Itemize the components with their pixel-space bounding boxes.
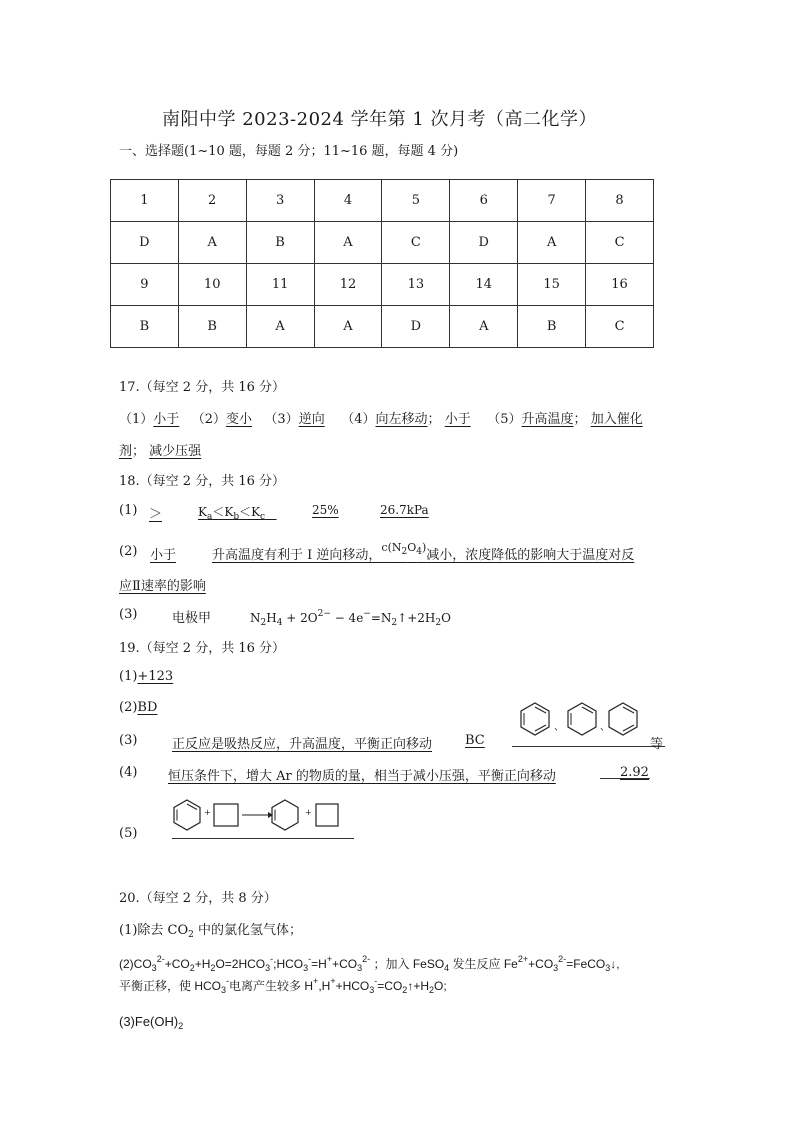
table-cell: 4	[314, 180, 382, 222]
q17-answer-5d: 减少压强	[149, 444, 202, 459]
q18-answer-8: $N_2H_4 + 2O^{2-}$ − $4e^-=N_2↑+2H_2O$	[250, 609, 451, 628]
table-row	[111, 306, 654, 348]
table-row	[111, 222, 654, 264]
q18-p3: (3)	[119, 607, 138, 622]
q18-answer-3: 25%	[312, 503, 339, 517]
q18-answer-5: 小于	[150, 548, 177, 563]
table-cell: 5	[382, 180, 450, 222]
table-cell: C	[382, 222, 450, 264]
q20-line4: $(3)Fe(OH)_2$	[119, 1014, 184, 1031]
table-cell: 16	[586, 264, 654, 306]
table-cell: A	[518, 222, 586, 264]
q20-heading: 20.（每空 2 分，共 8 分）	[119, 891, 277, 906]
table-cell: A	[314, 222, 382, 264]
table-cell: C	[586, 222, 654, 264]
table-cell: B	[246, 222, 314, 264]
q19-heading: 19.（每空 2 分，共 16 分）	[119, 641, 286, 656]
table-cell: D	[111, 222, 179, 264]
table-cell: C	[586, 306, 654, 348]
table-cell: D	[450, 222, 518, 264]
table-cell: 14	[450, 264, 518, 306]
q18-answer-6: 升高温度有利于 I 逆向移动，$^{c(N_2O_4)}$减小，浓度降低的影响大于温度对反	[212, 541, 635, 563]
table-cell: 13	[382, 264, 450, 306]
q18-answer-4: 26.7kPa	[380, 503, 429, 517]
table-cell: A	[450, 306, 518, 348]
q19-answer-3b: BC	[465, 733, 485, 748]
q19-answer-2: BD	[137, 700, 158, 715]
reaction-scheme	[172, 798, 352, 832]
q18-answer-7: 电极甲	[172, 611, 212, 626]
table-cell: 11	[246, 264, 314, 306]
q18-answer-1: ＞	[149, 507, 163, 522]
table-cell: A	[246, 306, 314, 348]
table-cell: 2	[178, 180, 246, 222]
q19-p4: (4)	[119, 765, 138, 780]
table-cell: 1	[111, 180, 179, 222]
q17-answer-3: 逆向	[298, 412, 325, 427]
q18-answer-2: $K_a<K_b<K_c$	[198, 505, 266, 522]
q20-line1: (1)除去 $CO_2$ 中的氯化氢气体；	[119, 923, 303, 940]
q20-line3: 平衡正移，使 $HCO_3^-$电离产生较多 $H^+,H^++HCO_3^-=CO_2↑+H_2O$;	[119, 976, 447, 995]
q19-answer-1: +123	[137, 669, 174, 684]
cyclohexadiene-structure	[565, 701, 599, 737]
table-cell: D	[382, 306, 450, 348]
q19-answer-3: 正反应是吸热反应，升高温度，平衡正向移动	[172, 737, 433, 752]
q17-answer-4: 向左移动	[375, 412, 428, 427]
q17-answer-5: 升高温度	[521, 412, 574, 427]
table-cell: 7	[518, 180, 586, 222]
table-row	[111, 180, 654, 222]
q19-line2: (2)BD	[119, 700, 158, 715]
table-cell: A	[178, 222, 246, 264]
plus-sign: +	[204, 808, 211, 817]
page-title: 南阳中学 2023-2024 学年第 1 次月考（高二化学）	[162, 109, 598, 130]
answer-table	[110, 179, 654, 348]
benzene-structure	[518, 701, 552, 737]
q19-p5: (5)	[119, 826, 138, 841]
q17-answer-5b: 加入催化	[590, 412, 643, 427]
q19-answer-5-line	[172, 838, 354, 839]
table-cell: B	[111, 306, 179, 348]
q17-answer-4b: 小于	[444, 412, 471, 427]
section-heading: 一、选择题(1~10 题，每题 2 分；11~16 题，每题 4 分)	[119, 144, 459, 159]
q17-line1: （1）小于 （2）变小 （3）逆向 （4）向左移动； 小于 （5）升高温度； 加入催化	[119, 412, 643, 427]
q19-answer-3c-etc: 等	[650, 737, 664, 752]
q20-line2: $(2)CO_3^{2-}+CO_2+H_2O=2HCO_3^-;HCO_3^-=H^++CO_3^{2-}$ ；加入 FeSO$_4$ 发生反应 $Fe^{2+}+CO_3^{2-}=FeCO_3↓$,	[119, 954, 620, 973]
q18-heading: 18.（每空 2 分，共 16 分）	[119, 474, 286, 489]
table-cell: A	[314, 306, 382, 348]
q17-answer-1: 小于	[153, 412, 180, 427]
q19-answer-4b: 2.92	[620, 765, 649, 780]
q19-answer-4: 恒压条件下，增大 Ar 的物质的量，相当于减小压强，平衡正向移动	[168, 769, 556, 784]
q19-p3: (3)	[119, 733, 138, 748]
table-cell: B	[178, 306, 246, 348]
q18-answer-6-cont: 应Ⅱ速率的影响	[119, 579, 206, 594]
table-cell: 8	[586, 180, 654, 222]
plus-sign-2: +	[305, 808, 312, 817]
q17-answer-2: 变小	[225, 412, 252, 427]
table-cell: 9	[111, 264, 179, 306]
table-row	[111, 264, 654, 306]
table-cell: 12	[314, 264, 382, 306]
table-cell: 15	[518, 264, 586, 306]
table-cell: 6	[450, 180, 518, 222]
q17-line2: 剂； 减少压强	[119, 444, 202, 459]
table-cell: 10	[178, 264, 246, 306]
table-cell: B	[518, 306, 586, 348]
q19-line1: (1)+123	[119, 669, 174, 684]
q17-heading: 17.（每空 2 分，共 16 分）	[119, 380, 286, 395]
q18-p2: (2)	[119, 544, 138, 559]
cyclohexadiene-structure-2	[606, 701, 640, 737]
q18-p1: (1)	[119, 503, 138, 518]
table-cell: 3	[246, 180, 314, 222]
q19-answer-3c-line	[512, 746, 665, 747]
